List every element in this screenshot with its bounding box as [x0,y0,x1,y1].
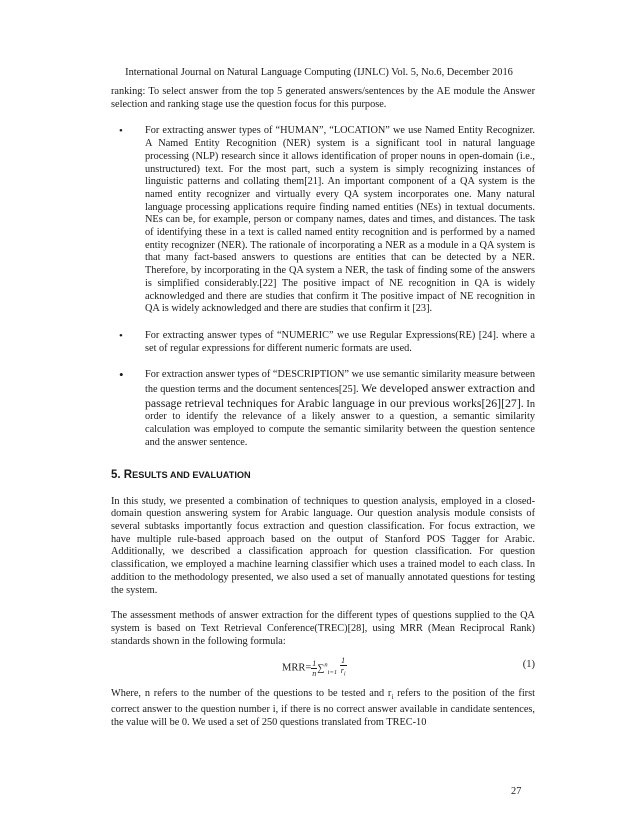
intro-paragraph: ranking: To select answer from the top 5 generated answers/sentences by the AE module the Answer selection and ranking stage use the question focus for this purpose. [111,86,535,110]
section-number: 5. [111,468,121,481]
section-title-rest: ESULTS AND EVALUATION [132,469,251,480]
paragraph-assessment: The assessment methods of answer extraction for the different types of questions supplied to the QA system is based on Text Retrieval Conference(TREC)[28], using MRR (Mean Reciprocal Rank) standards shown in the following formula: [111,610,535,647]
description-text-a: For extraction answer types of “DESCRIPTION” we use semantic similarity measure between the question terms and the document sentences[25]. [145,369,535,396]
section-title-initial: R [123,468,133,481]
equation-number: (1) [522,658,535,670]
bullet-icon: • [119,125,123,138]
running-header: International Journal on Natural Language Computing (IJNLC) Vol. 5, No.6, December 2016 [125,67,513,78]
list-item-text: For extracting answer types of “NUMERIC” we use Regular Expressions(RE) [24]. where a set of regular expressions for different numeric formats are used. [145,329,535,354]
summation: ∑$^n_{i=1}$ [317,661,338,676]
paragraph-where: Where, n refers to the number of the questions to be tested and $r_i$ refers to the position of the first correct answer to the question number i, if there is no correct answer available in candidate sentences, the value will be 0. We used a set of 250 questions translated from TREC-10 [111,688,535,728]
answer-type-list [111,125,535,449]
page-number: 27 [511,786,522,797]
formula-lhs: MRR= [282,662,312,674]
section-heading [111,468,535,482]
main-content [111,86,535,729]
list-item-numeric [111,330,535,355]
fraction-one-over-r: $\frac{1}{r_i}$ [340,656,346,679]
bullet-icon: • [119,367,124,383]
formula-expression [282,654,347,683]
paragraph-study: In this study, we presented a combination of techniques to question analysis, employed in a closed-domain question answering system for Arabic language. Our question analysis module consists of several subtasks importantly focus extraction and question classification. For focus extraction, we have multiple rule-based approach based on the output of Stanford POS Tagger for Arabic. Additionally, we described a classification approach for question classification. For question classification, we employed a machine learning classifier which uses a trained model to each class. In addition to the methodology presented, we also used a set of manually annotated questions for testing the system. [111,495,535,596]
list-item-human-location [111,125,535,316]
fraction-one-over-n: $\frac{1}{n}$ [312,658,317,678]
mrr-formula [111,652,535,678]
list-item-text [145,369,535,449]
list-item-text: For extracting answer types of “HUMAN”, “LOCATION” we use Named Entity Recognizer. A Named Entity Recognition (NER) system is a significant tool in natural language processing (NLP) research since it allows identification of proper nouns in open-domain (i.e., unstructured) text. For the most part, such a system is simply recognizing instances of linguistic patterns and collating them[21]. An important component of a QA system is the named entity recognizer and virtually every QA system incorporates one. Many natural language processing applications require finding named entities (NEs) in textual documents. NEs can be, for example, person or company names, dates and times, and distances. The task of identifying these in a text is called named entity recognition and is performed by a named entity recognizer (NER). The rationale of incorporating a NER as a module in a QA system is that many fact-based answers to questions are entities that can be detected by a NER. Therefore, by incorporating in the QA system a NER, the task of finding some of the answers is simplified considerably.[22] The positive impact of NE recognition in QA is widely acknowledged and there are studies that confirm it The positive impact of NE recognition in QA is widely acknowledged and there are studies that confirm it [23]. [145,125,535,315]
description-text-b: We developed answer extraction and passage retrieval techniques for Arabic language in our previous works[26][27]. [145,381,535,410]
list-item-description [111,369,535,449]
bullet-icon: • [119,329,123,342]
description-text-c: In order to identify the relevance of a likely answer to a question, a semantic similarity calculation was employed to compute the semantic similarity between the question sentence and the answer sentence. [145,398,536,448]
